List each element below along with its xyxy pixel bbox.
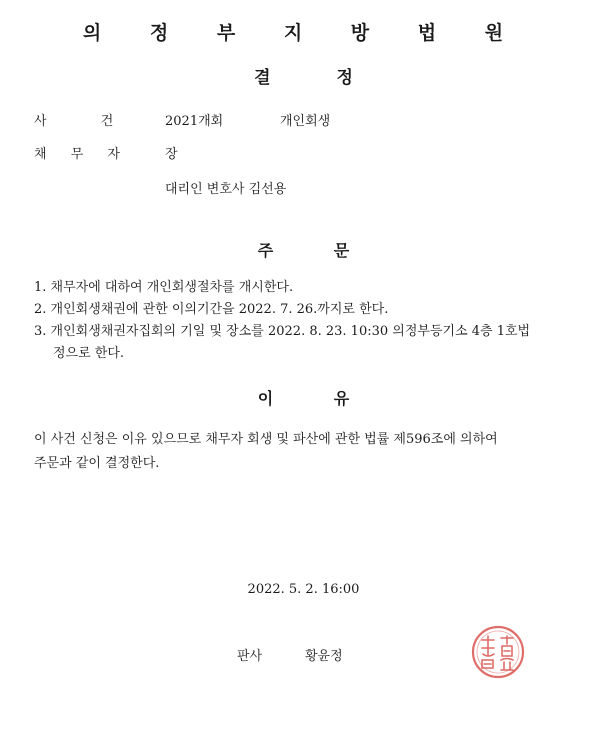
- order-item-1: 1. 채무자에 대하여 개인회생절차를 개시한다.: [34, 280, 294, 295]
- case-label: 사 건: [34, 114, 114, 129]
- debtor-agent: 대리인 변호사 김선용: [165, 182, 287, 197]
- decision-date: 2022. 5. 2. 16:00: [247, 582, 360, 597]
- judge-label: 판사: [237, 649, 263, 664]
- order-item-3: 3. 개인회생채권자집회의 기일 및 장소를 2022. 8. 23. 10:30 의정부등기소 4층 1호법: [34, 324, 531, 339]
- order-item-2: 2. 개인회생채권에 관한 이의기간을 2022. 7. 26.까지로 한다.: [34, 302, 389, 317]
- case-type: 개인회생: [280, 114, 331, 129]
- case-number: 2021개회: [165, 114, 224, 129]
- reason-text-line-2: 주문과 같이 결정한다.: [34, 456, 160, 471]
- judge-seal-stamp: [470, 624, 526, 680]
- judge-name: 황윤정: [305, 649, 343, 664]
- debtor-name: 장: [165, 147, 178, 162]
- debtor-label: 채 무 자: [34, 147, 120, 162]
- reason-text-line-1: 이 사건 신청은 이유 있으므로 채무자 회생 및 파산에 관한 법률 제596조에 의하여: [34, 432, 498, 447]
- reason-heading: 이 유: [257, 389, 350, 408]
- order-heading: 주 문: [257, 241, 350, 260]
- document-title: 결 정: [254, 68, 353, 88]
- order-item-3-continued: 정으로 한다.: [53, 346, 125, 361]
- court-name: 의 정 부 지 방 법 원: [82, 22, 525, 44]
